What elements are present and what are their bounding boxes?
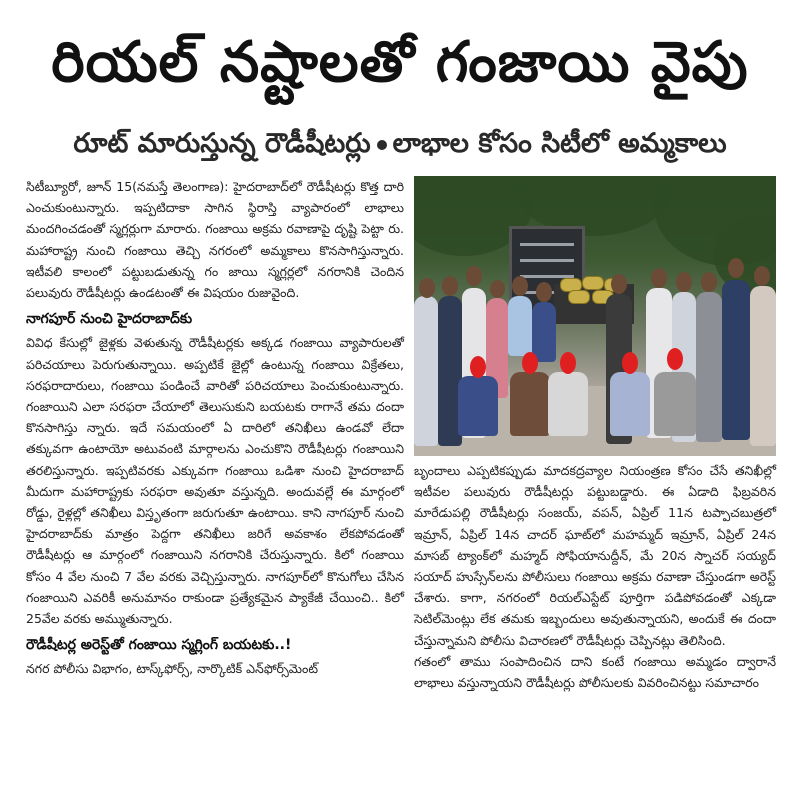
- bullet-dot: [377, 140, 387, 150]
- paragraph-intro: సిటీబ్యూరో, జూన్ 15(నమస్తే తెలంగాణ): హైదరాబాద్‌లో రౌడీషీటర్లు కొత్త దారి ఎంచుకుంటున్నారు. ఇప్పటిదాకా సాగిన స్థిరాస్తి వ్యాపారంలో లాభాలు మందగించడంతో స్మగ్లర్లుగా మారారు. గంజాయి అక్రమ రవాణాపై దృష్టి పెట్టా రు. మహారాష్ట్ర నుంచి గంజాయి తెచ్చి నగరంలో అమ్మకాలు కొనసాగిస్తున్నారు. ఇటీవలి కాలంలో పట్టుబడుతున్న గం జాయి స్మగ్లర్లలో నగరానికి చెందిన పలువురు రౌడీషీటర్లు ఉండటంతో ఈ విషయం రుజువైంది.: [26, 179, 404, 301]
- subheadline: [0, 128, 800, 166]
- right-column: [414, 460, 776, 693]
- paragraph-arrests-start: నగర పోలీసు విభాగం, టాస్క్‌ఫోర్స్, నార్కొటిక్ ఎన్‌ఫోర్స్‌మెంట్: [26, 661, 319, 677]
- section-heading-nagpur: నాగపూర్ నుంచి హైదరాబాద్‌కు: [26, 311, 193, 328]
- left-column: [26, 176, 404, 680]
- section-heading-arrests: రౌడీషీటర్ల అరెస్ట్‌తో గంజాయి స్మగ్లింగ్ బయటకు..!: [26, 637, 292, 654]
- news-photo: [414, 176, 776, 456]
- subheadline-left: రూట్ మారుస్తున్న రౌడీషీటర్లు: [73, 128, 371, 159]
- subheadline-right: లాభాల కోసం సిటీలో అమ్మకాలు: [392, 128, 727, 159]
- headline: రియల్ నష్టాలతో గంజాయి వైపు: [51, 30, 749, 95]
- paragraph-conclusion: గతంలో తాము సంపాదించిన దాని కంటే గంజాయి అమ్మడం ద్వారానే లాభాలు వస్తున్నాయని రౌడీషీటర్లు పోలీసులకు వివరించినట్టు సమాచారం: [414, 653, 776, 691]
- paragraph-nagpur: వివిధ కేసుల్లో జైళ్లకు వెళుతున్న రౌడీషీటర్లకు అక్కడ గంజాయి వ్యాపారులతో పరిచయాలు పెరుగుతున్నాయి. అప్పటికే జైల్లో ఉంటున్న గంజాయి విక్రేతలు, సరఫరాదారులు, గంజాయి పండించే వారితో పరిచయాలు పెంచుకుంటున్నారు. గంజాయిని ఎలా సరఫరా చేయాలో తెలుసుకుని బయటకు రాగానే తమ దందా కొనసాగిస్తు న్నారు. ఇదే సమయంలో ఏ దారిలో తనిఖీలు ఉండవో లేదా తక్కువగా ఉంటాయో అటువంటి మార్గాలను ఎంచుకొని రౌడీషీటర్లు గంజాయిని తరలిస్తున్నారు. ఇప్పటివరకు ఎక్కువగా గంజాయి ఒడిశా నుంచి హైదరాబాద్ మీదుగా మహారాష్ట్రకు సరఫరా అవుతూ వస్తున్నది. అందువల్లే ఈ మార్గంలో రోడ్డు, రైళ్లల్లో తనిఖీలు విస్తృతంగా జరుగుతూ ఉంటాయి. కాని నాగపూర్ నుంచి హైదరాబాద్‌కు మాత్రం పెద్దగా తనిఖీలు జరిగే అవకాశం లేకపోవడంతో రౌడీషీటర్లు ఆ మార్గంలో గంజాయిని నగరానికి చేరుస్తున్నారు. కిలో గంజాయి కోసం 4 వేల నుంచి 7 వేల వరకు వెచ్చిస్తున్నారు. నాగపూర్‌లో కొనుగోలు చేసిన గంజాయిని ఎవరికీ అనుమానం రాకుండా ప్రత్యేకమైన ప్యాకేజీ చేయించి.. కిలో 25వేల వరకు అమ్ముతున్నారు.: [26, 335, 404, 627]
- paragraph-arrests-continued: బృందాలు ఎప్పటికప్పుడు మాదకద్రవ్యాల నియంత్రణ కోసం చేసే తనిఖీల్లో ఇటీవల పలువురు రౌడీషీటర్లు పట్టుబడ్డారు. ఈ ఏడాది ఫిబ్రవరిన మారేడుపల్లి రౌడీషీటర్లు సంజయ్, వపన్, ఏప్రిల్ 11న టప్పాచబుత్రలో ఇమ్రాన్, ఏప్రిల్ 14న చాదర్ ఘాట్‌లో మహమ్మద్ ఇమ్రాన్, ఏప్రిల్ 24న మాసబ్ ట్యాంక్‌లో మహ్మద్ సోఫియానుద్దీన్, మే 20న స్నాచర్ సయ్యద్ సయాద్ హుస్సేన్‌లను పోలీసులు గంజాయి అక్రమ రవాణా చేస్తుండగా అరెస్ట్ చేశారు. కాగా, నగరంలో రియల్‌ఎస్టేట్ పూర్తిగా పడిపోవడంతో ఎక్కడా సెటిల్‌మెంట్లు లేక తమకు ఇబ్బందులు అవుతున్నాయని, అందుకే ఈ దందా చేస్తున్నామని పోలీసు విచారణలో రౌడీషీటర్లు చెప్పినట్లు తెలిసింది.: [414, 463, 776, 648]
